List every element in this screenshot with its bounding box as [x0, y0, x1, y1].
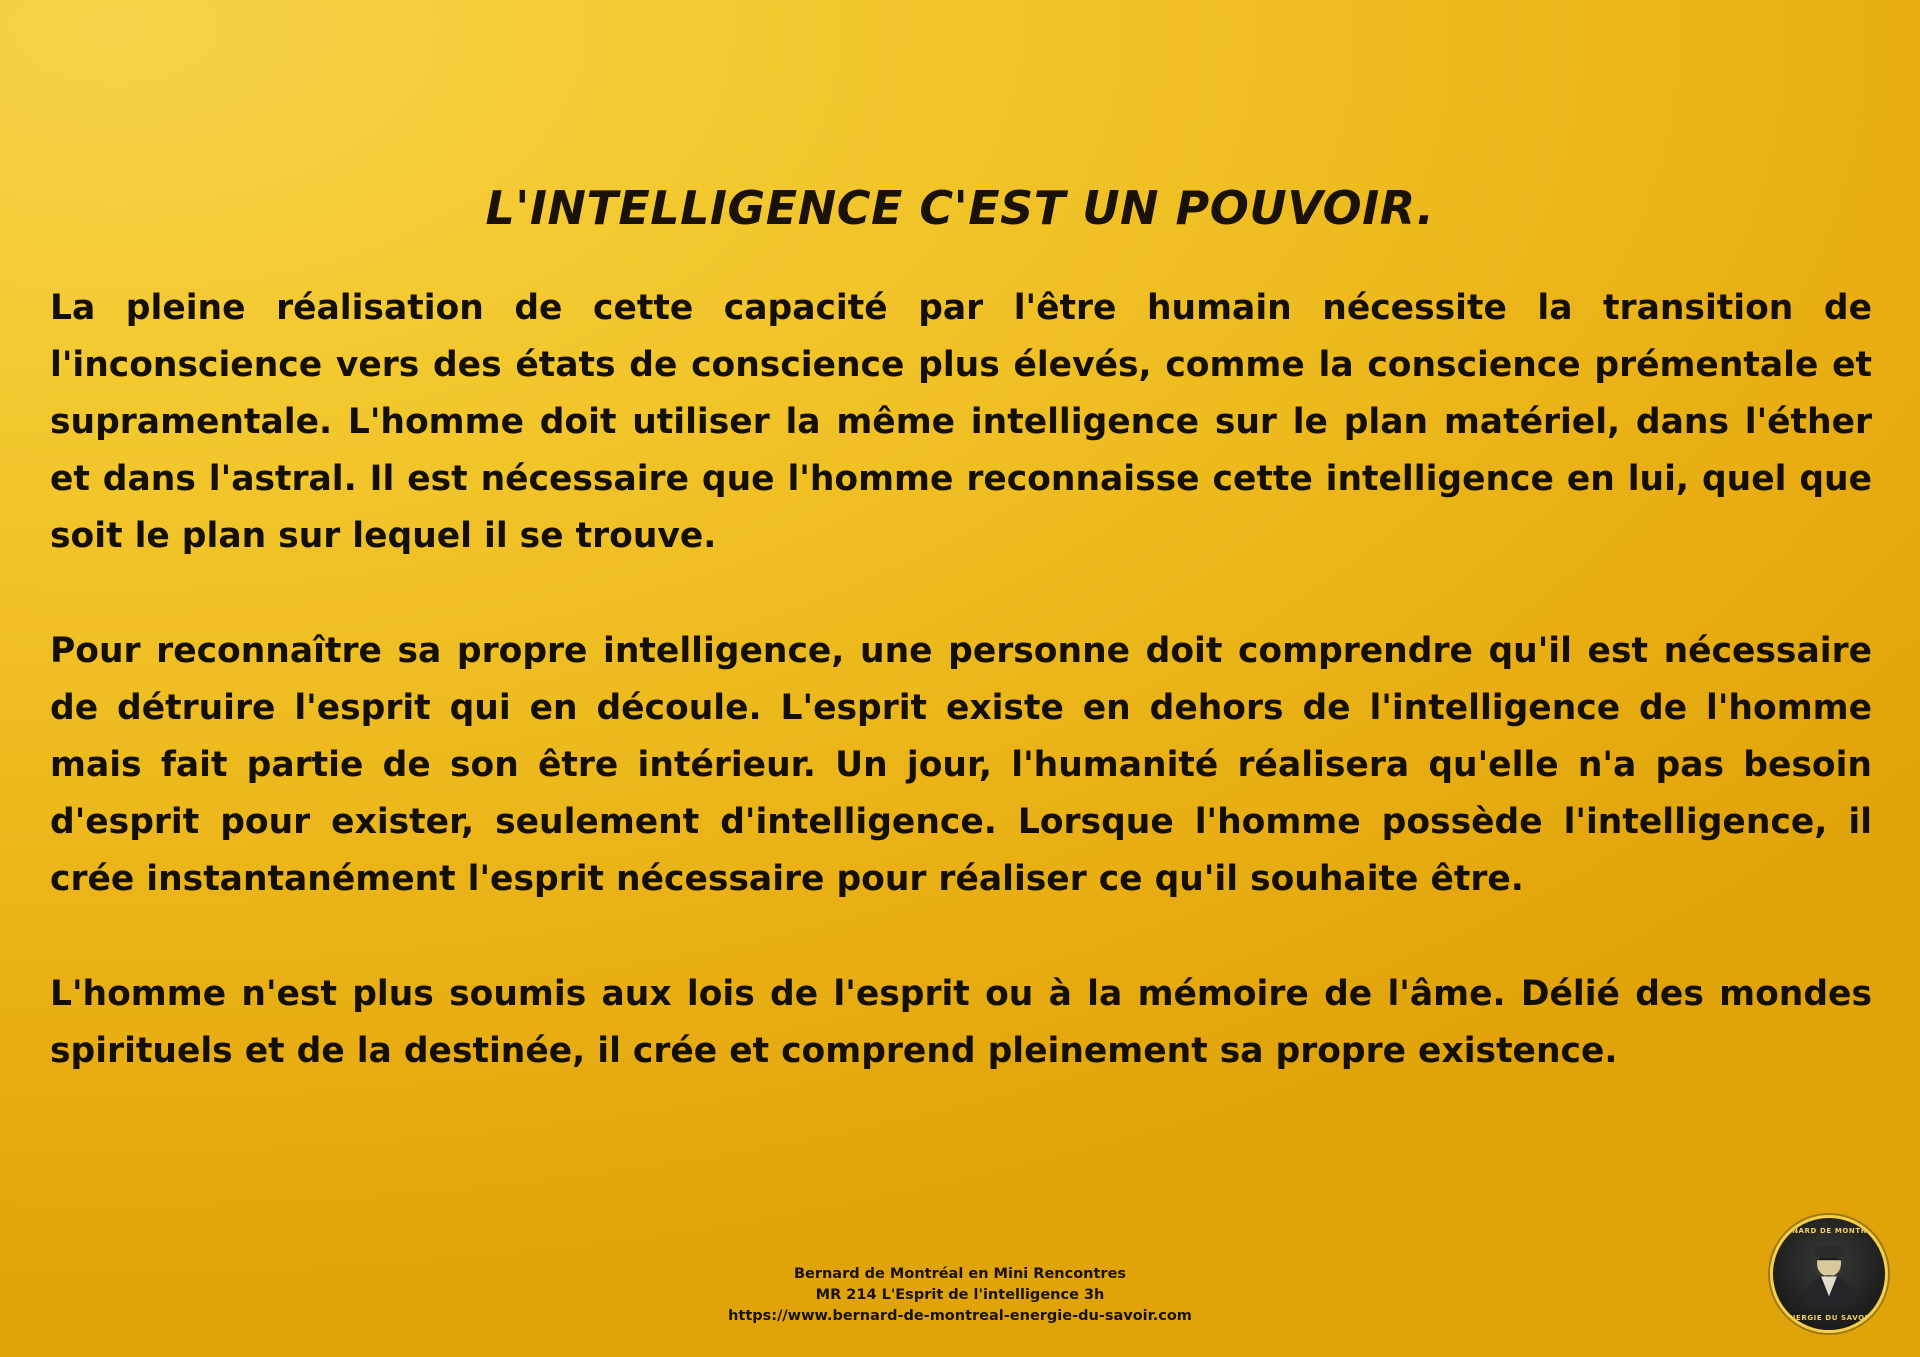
paragraph-3: L'homme n'est plus soumis aux lois de l'esprit ou à la mémoire de l'âme. Délié des mondes spirituels et de la destinée, il crée et comprend pleinement sa propre existence.	[50, 974, 1872, 1071]
credits-block	[0, 1264, 1920, 1327]
body-text	[50, 280, 1872, 1080]
credits-line-website[interactable]: https://www.bernard-de-montreal-energie-du-savoir.com	[728, 1308, 1192, 1324]
logo-portrait-glasses	[1817, 1258, 1841, 1266]
paragraph-2: Pour reconnaître sa propre intelligence, une personne doit comprendre qu'il est nécessaire de détruire l'esprit qui en découle. L'esprit existe en dehors de l'intelligence de l'homme mais fait partie de son être intérieur. Un jour, l'humanité réalisera qu'elle n'a pas besoin d'esprit pour exister, seulement d'intelligence. Lorsque l'homme possède l'intelligence, il crée instantanément l'esprit nécessaire pour réaliser ce qu'il souhaite être.	[50, 631, 1872, 899]
paragraph-1: La pleine réalisation de cette capacité par l'être humain nécessite la transition de l'inconscience vers des états de conscience plus élevés, comme la conscience prémentale et supramentale. L'homme doit utiliser la même intelligence sur le plan matériel, dans l'éther et dans l'astral. Il est nécessaire que l'homme reconnaisse cette intelligence en lui, quel que soit le plan sur lequel il se trouve.	[50, 288, 1872, 556]
logo-ring-top-label: BERNARD DE MONTRÉAL	[1774, 1227, 1884, 1235]
credits-line-source: Bernard de Montréal en Mini Rencontres	[793, 1266, 1127, 1282]
page-title: L'INTELLIGENCE C'EST UN POUVOIR.	[485, 180, 1435, 235]
brand-logo-icon	[1770, 1215, 1888, 1333]
credits-line-reference: MR 214 L'Esprit de l'intelligence 3h	[815, 1287, 1105, 1303]
logo-portrait-hair	[1814, 1245, 1844, 1259]
logo-ring-bottom-label: ÉNERGIE DU SAVOIR	[1784, 1314, 1874, 1322]
logo-portrait-icon	[1801, 1245, 1857, 1305]
